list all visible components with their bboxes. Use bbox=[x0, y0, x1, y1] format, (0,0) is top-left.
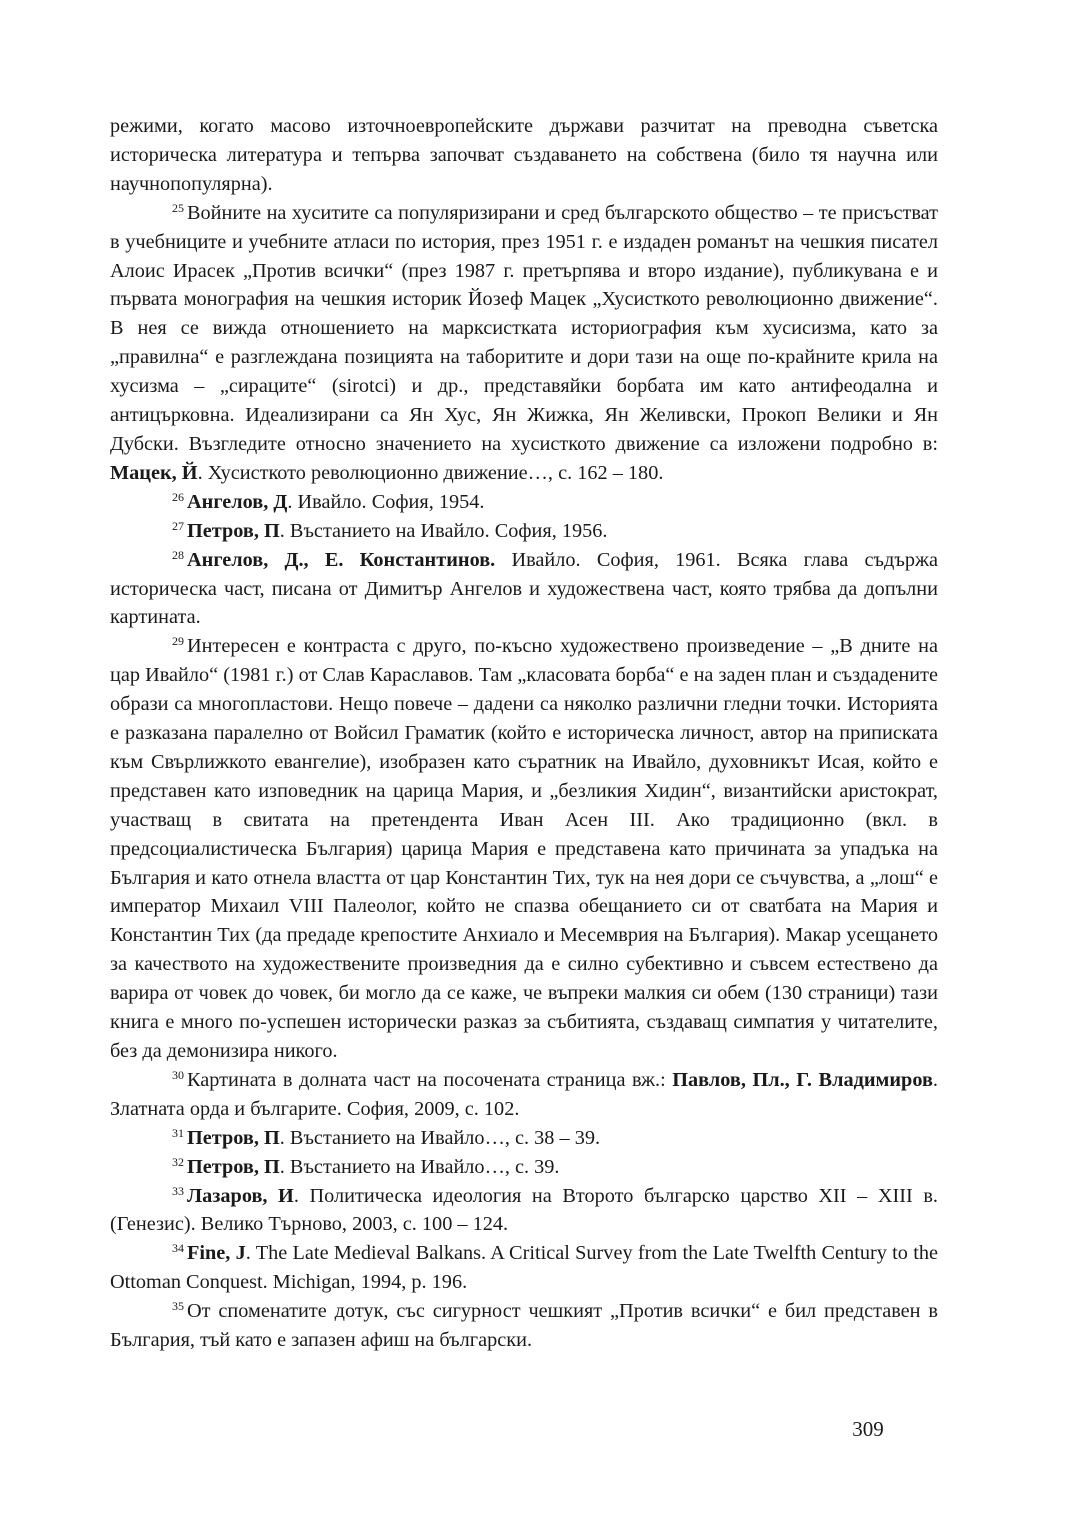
footnote-number: 34 bbox=[172, 1241, 184, 1256]
footnote-author: Петров, П bbox=[187, 1155, 280, 1178]
footnote-author: Мацек, Й bbox=[110, 461, 198, 484]
footnote-25 bbox=[110, 199, 938, 488]
footnote-text: От споменатите дотук, със сигурност чешкият „Против всички“ е бил представен в България, тъй като е запазен афиш на български. bbox=[110, 1300, 938, 1352]
footnote-26 bbox=[110, 488, 938, 517]
footnote-rest: . Въстанието на Ивайло…, с. 38 – 39. bbox=[279, 1126, 601, 1149]
footnote-author: Петров, П bbox=[187, 1126, 280, 1149]
footnote-text: Картината в долната част на посочената страница вж.: bbox=[187, 1068, 673, 1091]
footnote-number: 33 bbox=[172, 1183, 184, 1198]
footnote-35 bbox=[110, 1297, 938, 1355]
footnote-27 bbox=[110, 517, 938, 546]
footnote-text: Интересен е контраста с друго, по-късно художествено произведение – „В дните на цар Ивайло“ (1981 г.) от Слав Караславов. Там „класовата борба“ е на заден план и създадените образи са многопластови. Нещо повече – дадени са няколко различни гледни точки. Историята е разказана паралелно от Войсил Граматик (който е историческа личност, автор на приписката към Свърлижкото евангелие), изобразен като съратник на Ивайло, духовникът Исая, който е представен като изповедник на царица Мария, и „безликия Хидин“, византийски аристократ, участващ в свитата на претендента Иван Асен III. Ако традиционно (вкл. в предсоциалистическа България) царица Мария е представена като причината за упадъка на България и като отнела властта от цар Константин Тих, тук на нея дори се съчувства, а „лош“ е император Михаил VIII Палеолог, който не спазва обещанието си от сватбата на Мария и Константин Тих (да предаде крепостите Анхиало и Месемврия на България). Макар усещането за качеството на художествените произведния да е силно субективно и съвсем естествено да варира от човек до човек, би могло да се каже, че въпреки малкия си обем (130 страници) тази книга е много по-успешен исторически разказ за събитията, създаващ симпатия у читателите, без да демонизира никого. bbox=[110, 635, 938, 1062]
footnote-rest: Ивайло. София, 1961. Всяка глава съдържа историческа част, писана от Димитър Ангелов и художествена част, която трябва да допълни картината. bbox=[110, 548, 938, 629]
footnote-rest: . Ивайло. София, 1954. bbox=[287, 490, 485, 513]
footnote-30 bbox=[110, 1066, 938, 1124]
footnote-number: 30 bbox=[172, 1067, 184, 1082]
footnote-number: 26 bbox=[172, 489, 184, 504]
footnote-rest: . The Late Medieval Balkans. A Critical Survey from the Late Twelfth Century to the Ottoman Conquest. Michigan, 1994, p. 196. bbox=[110, 1242, 938, 1294]
footnote-31 bbox=[110, 1124, 938, 1153]
footnote-28 bbox=[110, 546, 938, 633]
footnote-number: 27 bbox=[172, 518, 184, 533]
footnotes-page bbox=[110, 112, 938, 1355]
footnote-author: Петров, П bbox=[187, 519, 280, 542]
footnote-number: 31 bbox=[172, 1125, 184, 1140]
footnote-author: Павлов, Пл., Г. Владимиров bbox=[672, 1068, 933, 1091]
footnote-rest: . Политическа идеология на Второто българско царство XII – XIII в. (Генезис). Велико Търново, 2003, с. 100 – 124. bbox=[110, 1184, 938, 1236]
footnote-author: Fine, J bbox=[187, 1242, 246, 1265]
footnote-34 bbox=[110, 1239, 938, 1297]
footnote-rest: . Въстанието на Ивайло…, с. 39. bbox=[279, 1155, 560, 1178]
footnote-author: Ангелов, Д bbox=[187, 490, 288, 513]
footnote-author: Лазаров, И bbox=[187, 1184, 294, 1207]
footnote-number: 29 bbox=[172, 634, 184, 649]
footnote-33 bbox=[110, 1182, 938, 1240]
page-number: 309 bbox=[852, 1417, 884, 1441]
footnote-rest: . Хусисткото революционно движение…, с. 162 – 180. bbox=[197, 461, 664, 484]
continuation-paragraph: режими, когато масово източноевропейските държави разчитат на преводна съветска историческа литература и тепърва започват създаването на собствена (било тя научна или научнопопулярна). bbox=[110, 115, 938, 195]
footnote-number: 25 bbox=[172, 200, 184, 215]
footnote-author: Ангелов, Д., Е. Константинов. bbox=[187, 548, 496, 571]
footnote-text: Войните на хуситите са популяризирани и сред българското общество – те присъстват в учебниците и учебните атласи по история, през 1951 г. е издаден романът на чешкия писател Алоис Ирасек „Против всички“ (през 1987 г. претърпява и второ издание), публикувана е и първата монография на чешкия историк Йозеф Мацек „Хусисткото революционно движение“. В нея се вижда отношението на марксистката историография към хусисизма, като за „правилна“ е разглеждана позицията на таборитите и дори тази на още по-крайните крила на хусизма – „сираците“ (sirotci) и др., представяйки борбата им като антифеодална и антицърковна. Идеализирани са Ян Хус, Ян Жижка, Ян Желивски, Прокоп Велики и Ян Дубски. Възгледите относно значението на хусисткото движение са изложени подробно в: bbox=[110, 201, 938, 455]
footnote-32 bbox=[110, 1153, 938, 1182]
footnote-number: 35 bbox=[172, 1299, 184, 1314]
footnote-number: 28 bbox=[172, 547, 184, 562]
footnote-number: 32 bbox=[172, 1154, 184, 1169]
footnote-rest: . Въстанието на Ивайло. София, 1956. bbox=[279, 519, 608, 542]
footnote-29 bbox=[110, 632, 938, 1066]
footnote-rest: . Златната орда и българите. София, 2009, с. 102. bbox=[110, 1068, 938, 1120]
